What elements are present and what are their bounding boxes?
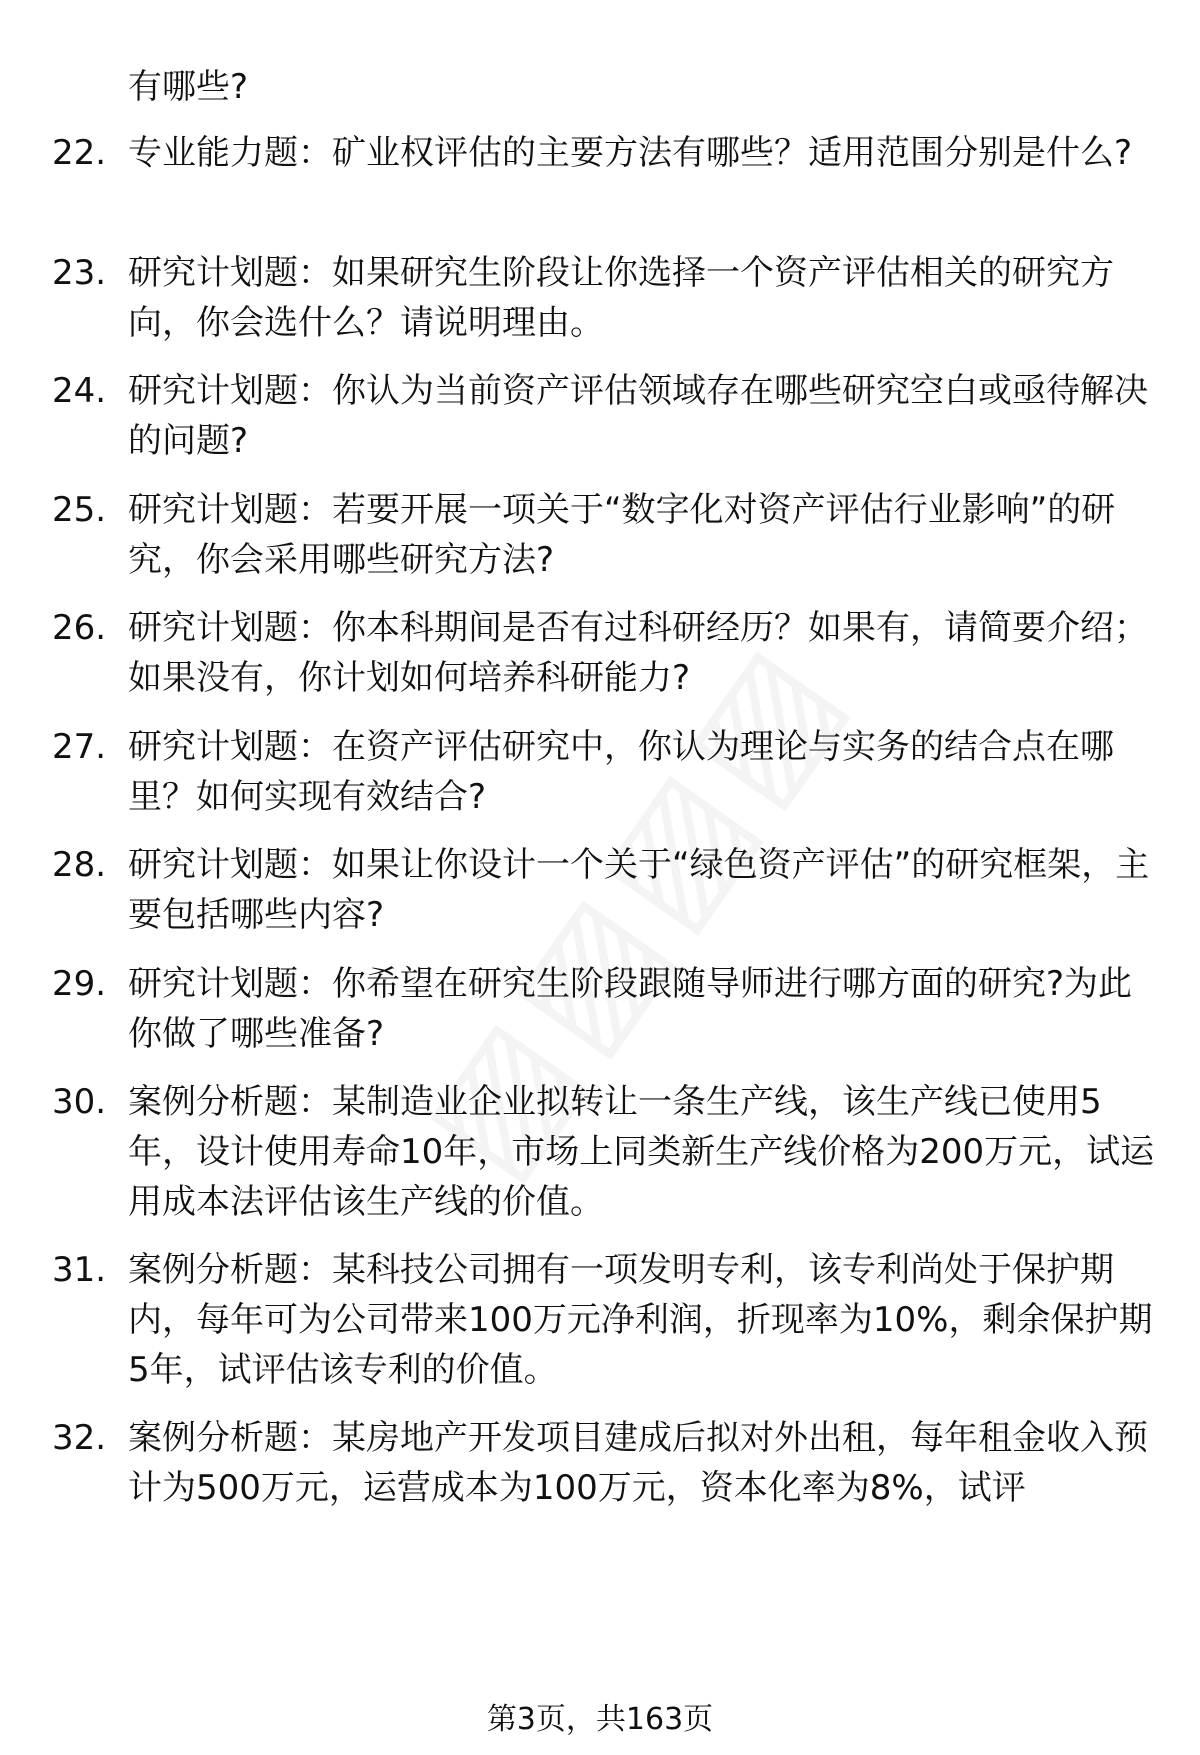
page-footer: 第3页，共163页 <box>486 1702 714 1737</box>
question-number: 28. <box>52 845 107 885</box>
question-item <box>52 366 1162 466</box>
question-number: 32. <box>52 1418 107 1458</box>
question-item <box>52 840 1162 940</box>
question-item <box>52 1413 1162 1513</box>
question-text: 研究计划题：你认为当前资产评估领域存在哪些研究空白或亟待解决的问题? <box>128 371 1148 461</box>
question-item <box>52 959 1162 1059</box>
question-number: 29. <box>52 964 107 1004</box>
question-item <box>52 603 1162 703</box>
question-number: 27. <box>52 727 107 767</box>
question-number: 26. <box>52 608 107 648</box>
question-number: 31. <box>52 1250 107 1290</box>
question-text: 研究计划题：你希望在研究生阶段跟随导师进行哪方面的研究?为此你做了哪些准备? <box>128 964 1133 1054</box>
question-text: 研究计划题：如果让你设计一个关于“绿色资产评估”的研究框架，主要包括哪些内容? <box>128 845 1150 935</box>
question-item <box>52 1077 1162 1227</box>
question-number: 24. <box>52 371 107 411</box>
question-number: 25. <box>52 490 107 530</box>
question-item <box>52 722 1162 822</box>
continuation-text: 有哪些? <box>128 67 249 107</box>
question-number: 30. <box>52 1082 107 1122</box>
question-item <box>52 248 1162 348</box>
question-item <box>52 1245 1162 1395</box>
question-text: 案例分析题：某制造业企业拟转让一条生产线，该生产线已使用5年，设计使用寿命10年，市场上同类新生产线价格为200万元，试运用成本法评估该生产线的价值。 <box>128 1082 1155 1222</box>
question-number: 23. <box>52 253 107 293</box>
question-text: 研究计划题：若要开展一项关于“数字化对资产评估行业影响”的研究，你会采用哪些研究方法? <box>128 490 1116 580</box>
question-text: 专业能力题：矿业权评估的主要方法有哪些？适用范围分别是什么? <box>128 133 1133 173</box>
question-number: 22. <box>52 133 107 173</box>
question-item <box>52 128 1162 178</box>
question-item <box>52 485 1162 585</box>
question-text: 案例分析题：某房地产开发项目建成后拟对外出租，每年租金收入预计为500万元，运营成本为100万元，资本化率为8%，试评 <box>128 1418 1148 1508</box>
question-text: 研究计划题：在资产评估研究中，你认为理论与实务的结合点在哪里？如何实现有效结合? <box>128 727 1114 817</box>
question-text: 研究计划题：你本科期间是否有过科研经历？如果有，请简要介绍；如果没有，你计划如何培养科研能力? <box>128 608 1148 698</box>
question-text: 研究计划题：如果研究生阶段让你选择一个资产评估相关的研究方向，你会选什么？请说明理由。 <box>128 253 1114 343</box>
question-text: 案例分析题：某科技公司拥有一项发明专利，该专利尚处于保护期内，每年可为公司带来100万元净利润，折现率为10%，剩余保护期5年，试评估该专利的价值。 <box>128 1250 1153 1390</box>
